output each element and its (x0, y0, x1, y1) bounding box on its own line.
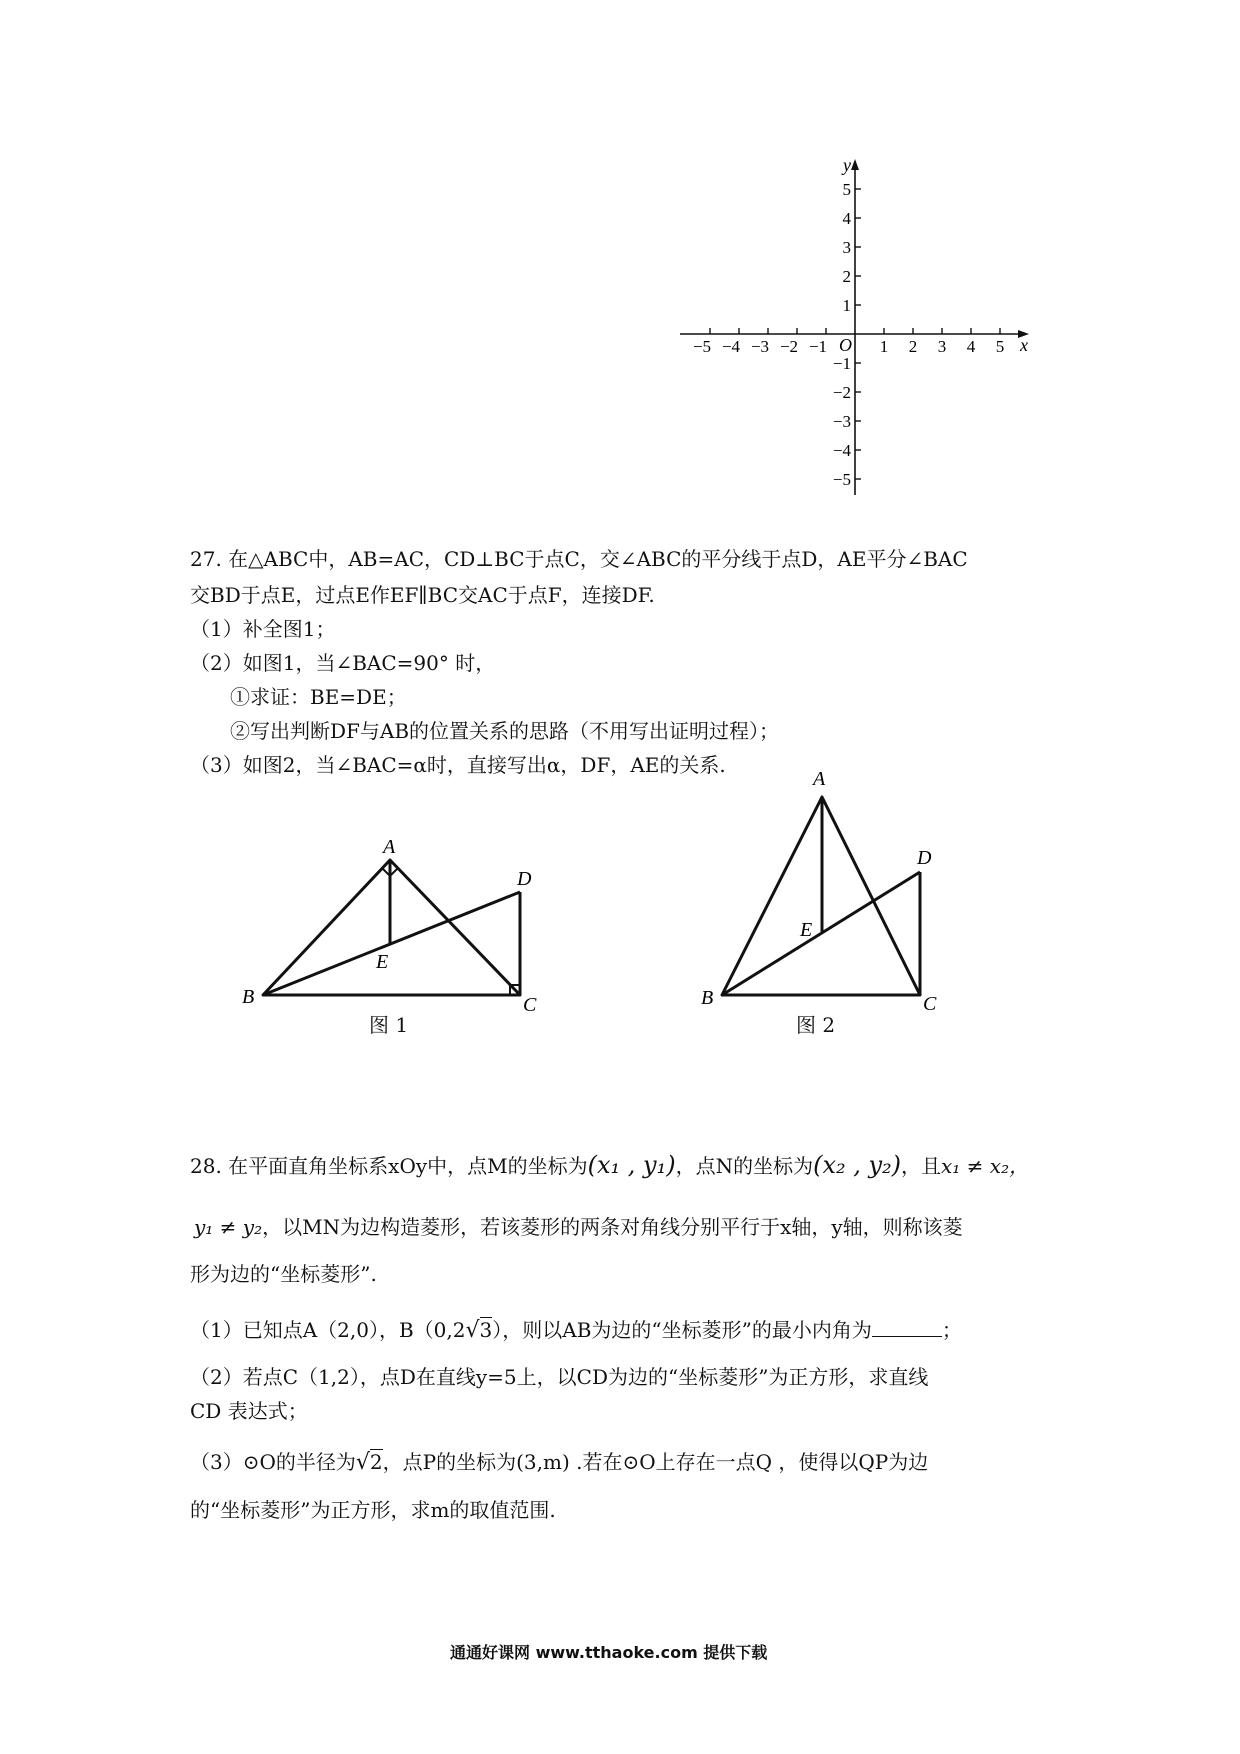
q28-n-coord: (x₂ , y₂) (813, 1151, 902, 1179)
y-tick-label: −5 (832, 470, 851, 489)
x-tick-label: 3 (937, 337, 947, 356)
q28-part2-line2: CD 表达式； (190, 1399, 308, 1423)
coordinate-axes-figure (680, 155, 1040, 505)
x-tick-label: 4 (966, 337, 976, 356)
sqrt-symbol: √ (465, 1318, 480, 1343)
y-tick-label: 5 (842, 180, 851, 199)
x-tick-label: −4 (721, 337, 741, 356)
sqrt-symbol: √ (355, 1450, 370, 1475)
x-tick-label: 1 (879, 337, 889, 356)
q28-cond1: x₁ ≠ x₂， (941, 1154, 1030, 1178)
q27-part3: （3）如图2，当∠BAC=α时，直接写出α，DF，AE的关系. (190, 753, 726, 777)
x-axis-label: x (1020, 335, 1028, 355)
y-tick-label: 2 (842, 267, 851, 286)
q28-line1 (190, 1153, 1029, 1177)
y-tick-label: 4 (842, 209, 851, 228)
fig1-label-a: A (383, 840, 396, 858)
figure-1-caption: 图 1 (369, 1013, 409, 1037)
y-tick-label: −1 (832, 354, 851, 373)
q28-part1 (190, 1318, 962, 1342)
fig1-label-e: E (376, 951, 389, 973)
y-axis-label: y (843, 155, 851, 175)
x-tick-label: 2 (908, 337, 918, 356)
fig2-label-d: D (917, 847, 932, 869)
q28-line2-text: ，以MN为边构造菱形，若该菱形的两条对角线分别平行于x轴，y轴，则称该菱 (262, 1215, 963, 1239)
x-tick-label: −2 (779, 337, 799, 356)
q27-part1: （1）补全图1； (190, 617, 336, 641)
fig1-label-b: B (242, 986, 255, 1008)
q28-line2 (194, 1217, 963, 1237)
q28-part3-sqrt: 2 (369, 1450, 383, 1474)
q27-part2-b: ②写出判断DF与AB的位置关系的思路（不用写出证明过程）； (230, 719, 780, 743)
q28-intro-c: ，且 (901, 1154, 942, 1178)
fig2-label-e: E (800, 919, 813, 941)
q28-line3: 形为边的“坐标菱形”. (190, 1262, 377, 1286)
fig2-label-a: A (813, 768, 826, 790)
q28-m-coord: (x₁ , y₁) (587, 1151, 676, 1179)
y-tick-label: −3 (832, 412, 851, 431)
x-tick-label: 5 (995, 337, 1005, 356)
y-tick-label: −4 (832, 441, 851, 460)
x-tick-label: −3 (750, 337, 770, 356)
fig1-label-c: C (523, 994, 537, 1016)
q28-part3-line1 (190, 1452, 928, 1474)
q27-line1: 27. 在△ABC中，AB=AC，CD⊥BC于点C，交∠ABC的平分线于点D，AE平分∠BAC (190, 547, 968, 571)
q28-part2-line1: （2）若点C（1,2），点D在直线y=5上，以CD为边的“坐标菱形”为正方形，求直线 (190, 1365, 929, 1389)
y-tick-label: 3 (842, 238, 851, 257)
fig2-label-b: B (701, 987, 714, 1009)
y-axis-arrow (851, 159, 859, 170)
y-tick-label: 1 (842, 296, 851, 315)
footer-download-note: 通通好课网 www.tthaoke.com 提供下载 (450, 1643, 768, 1662)
q28-part1-a: （1）已知点A（2,0），B（0,2 (190, 1318, 466, 1342)
q28-part1-b: ），则以AB为边的“坐标菱形”的最小内角为 (492, 1318, 872, 1342)
q28-part3-a: （3）⊙O的半径为 (190, 1450, 356, 1474)
figure-2-caption: 图 2 (796, 1013, 836, 1037)
q28-intro-a: 28. 在平面直角坐标系xOy中，点M的坐标为 (190, 1154, 588, 1178)
origin-label: O (839, 335, 852, 355)
q28-part1-c: ； (941, 1318, 962, 1342)
q27-part2: （2）如图1，当∠BAC=90° 时， (190, 651, 496, 675)
q28-part3-line2: 的“坐标菱形”为正方形，求m的取值范围. (190, 1498, 556, 1522)
answer-blank[interactable] (872, 1318, 942, 1337)
x-tick-label: −5 (692, 337, 712, 356)
x-tick-label: −1 (808, 337, 828, 356)
q28-part1-sqrt: 3 (479, 1318, 493, 1342)
q27-part2-a: ①求证：BE=DE； (230, 685, 407, 709)
fig1-label-d: D (517, 868, 532, 890)
fig2-label-c: C (923, 993, 937, 1015)
q28-cond2: y₁ ≠ y₂ (194, 1215, 263, 1239)
q28-part3-b: ，点P的坐标为(3,m) .若在⊙O上存在一点Q ，使得以QP为边 (382, 1450, 929, 1474)
figure-1 (230, 840, 560, 1040)
y-tick-label: −2 (832, 383, 851, 402)
q27-line2: 交BD于点E，过点E作EF∥BC交AC于点F，连接DF. (190, 583, 655, 607)
figure-2 (695, 760, 955, 1030)
q28-intro-b: ，点N的坐标为 (675, 1154, 814, 1178)
